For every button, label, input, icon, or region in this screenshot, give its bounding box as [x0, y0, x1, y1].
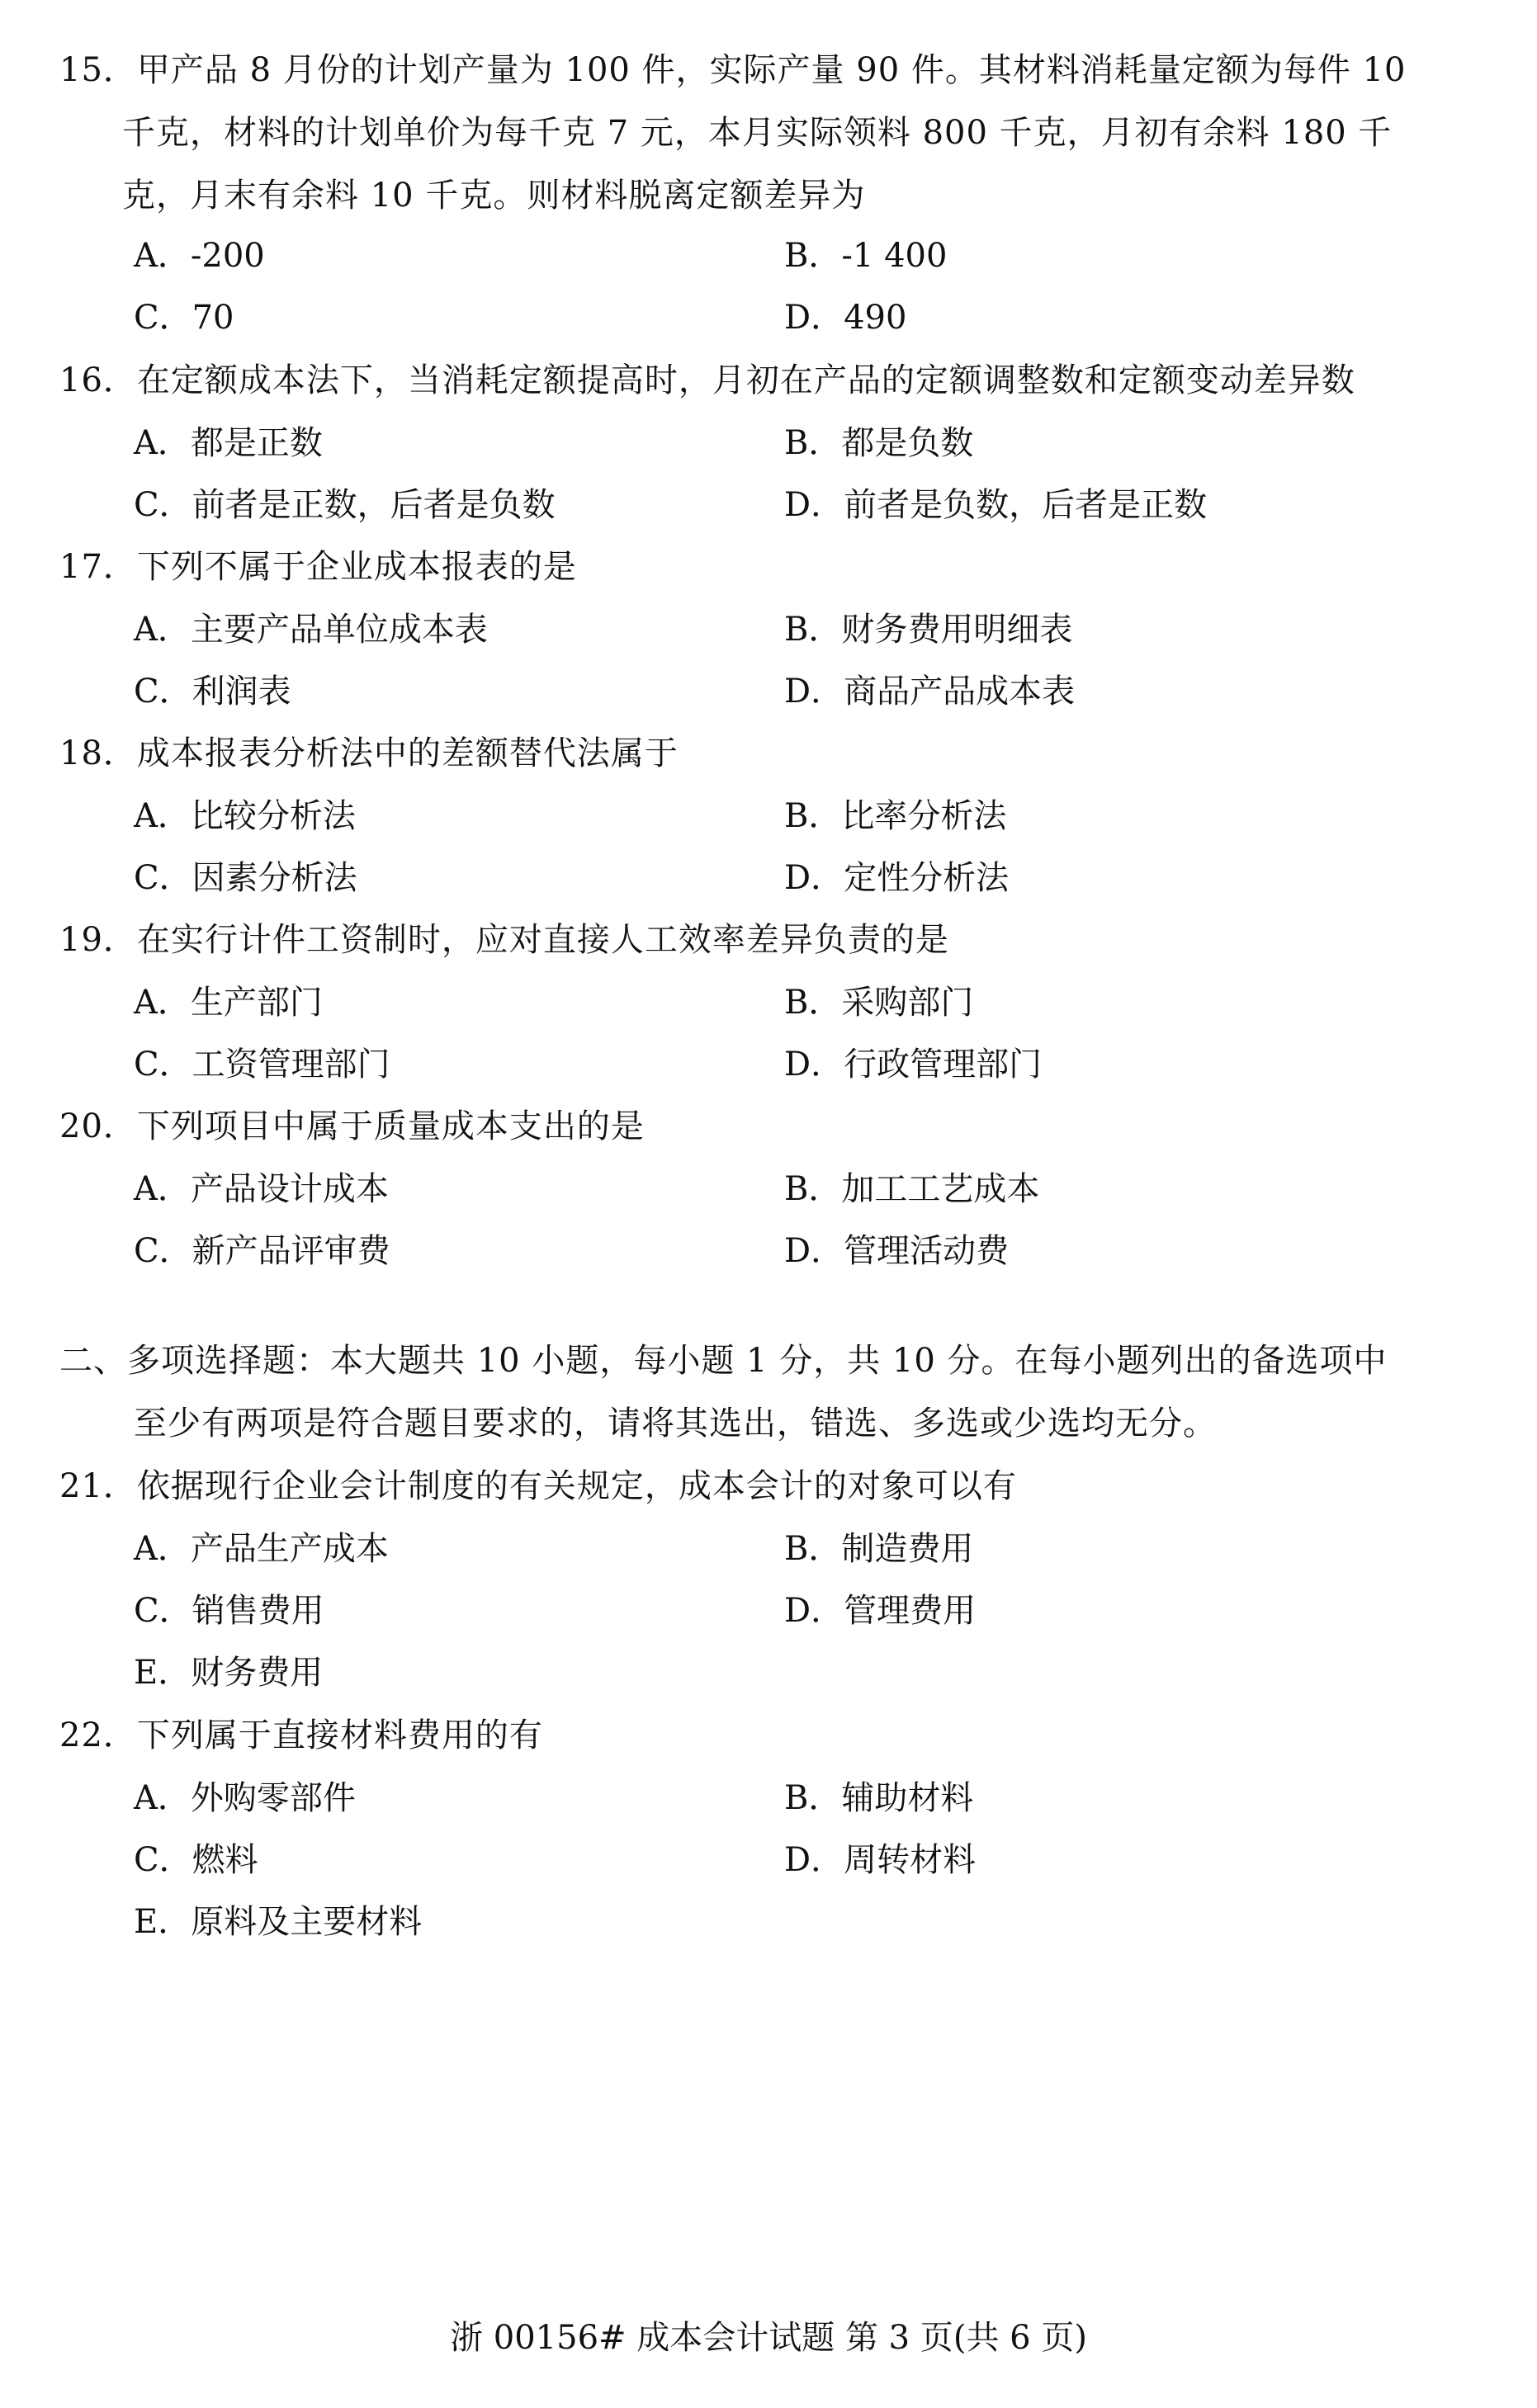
q20-option-a: A．产品设计成本: [134, 1170, 389, 1208]
q19-option-d: D．行政管理部门: [784, 1046, 1043, 1084]
q17-option-b: B．财务费用明细表: [784, 611, 1073, 649]
q19-option-a: A．生产部门: [134, 984, 323, 1022]
q21-option-a: A．产品生产成本: [134, 1530, 389, 1568]
q22-option-e: E．原料及主要材料: [134, 1903, 423, 1941]
q16-option-b: B．都是负数: [784, 424, 974, 462]
q19-option-c: C．工资管理部门: [134, 1046, 390, 1084]
q17-stem: 17．下列不属于企业成本报表的是: [59, 548, 577, 586]
q22-option-b: B．辅助材料: [784, 1779, 974, 1817]
q17-option-d: D．商品产品成本表: [784, 673, 1076, 711]
q18-option-c: C．因素分析法: [134, 859, 357, 897]
q21-option-b: B．制造费用: [784, 1530, 974, 1568]
q22-option-c: C．燃料: [134, 1841, 258, 1879]
q16-stem: 16．在定额成本法下，当消耗定额提高时，月初在产品的定额调整数和定额变动差异数: [59, 361, 1355, 399]
q15-option-c: C．70: [134, 299, 234, 337]
q21-stem: 21．依据现行企业会计制度的有关规定，成本会计的对象可以有: [59, 1467, 1017, 1505]
q20-stem: 20．下列项目中属于质量成本支出的是: [59, 1107, 645, 1145]
q18-option-a: A．比较分析法: [134, 797, 356, 835]
q16-option-c: C．前者是正数，后者是负数: [134, 486, 556, 524]
q20-option-c: C．新产品评审费: [134, 1232, 390, 1270]
q17-option-a: A．主要产品单位成本表: [134, 611, 488, 649]
q15-stem-line1: 15．甲产品 8 月份的计划产量为 100 件，实际产量 90 件。其材料消耗量定额为每件 10: [59, 51, 1407, 89]
q21-option-c: C．销售费用: [134, 1592, 324, 1630]
q17-option-c: C．利润表: [134, 673, 291, 711]
q18-stem: 18．成本报表分析法中的差额替代法属于: [59, 734, 679, 772]
q22-option-a: A．外购零部件: [134, 1779, 356, 1817]
q15-stem-line3: 克，月末有余料 10 千克。则材料脱离定额差异为: [122, 177, 866, 215]
q15-option-d: D．490: [784, 299, 907, 337]
q16-option-a: A．都是正数: [134, 424, 323, 462]
q19-option-b: B．采购部门: [784, 984, 974, 1022]
q18-option-b: B．比率分析法: [784, 797, 1007, 835]
section2-heading-line2: 至少有两项是符合题目要求的，请将其选出，错选、多选或少选均无分。: [134, 1405, 1217, 1442]
q15-option-a: A．-200: [134, 237, 265, 275]
q15-option-b: B．-1 400: [784, 237, 948, 275]
q15-stem-line2: 千克，材料的计划单价为每千克 7 元，本月实际领料 800 千克，月初有余料 180 千: [122, 114, 1393, 152]
q22-option-d: D．周转材料: [784, 1841, 977, 1879]
q20-option-b: B．加工工艺成本: [784, 1170, 1040, 1208]
section2-heading-line1: 二、多项选择题：本大题共 10 小题，每小题 1 分，共 10 分。在每小题列出的备选项中: [59, 1342, 1388, 1380]
page-footer: 浙 00156# 成本会计试题 第 3 页(共 6 页): [450, 2319, 1087, 2357]
q16-option-d: D．前者是负数，后者是正数: [784, 486, 1208, 524]
q22-stem: 22．下列属于直接材料费用的有: [59, 1716, 543, 1754]
q18-option-d: D．定性分析法: [784, 859, 1010, 897]
q20-option-d: D．管理活动费: [784, 1232, 1010, 1270]
q21-option-e: E．财务费用: [134, 1654, 324, 1692]
q21-option-d: D．管理费用: [784, 1592, 977, 1630]
q19-stem: 19．在实行计件工资制时，应对直接人工效率差异负责的是: [59, 921, 949, 959]
